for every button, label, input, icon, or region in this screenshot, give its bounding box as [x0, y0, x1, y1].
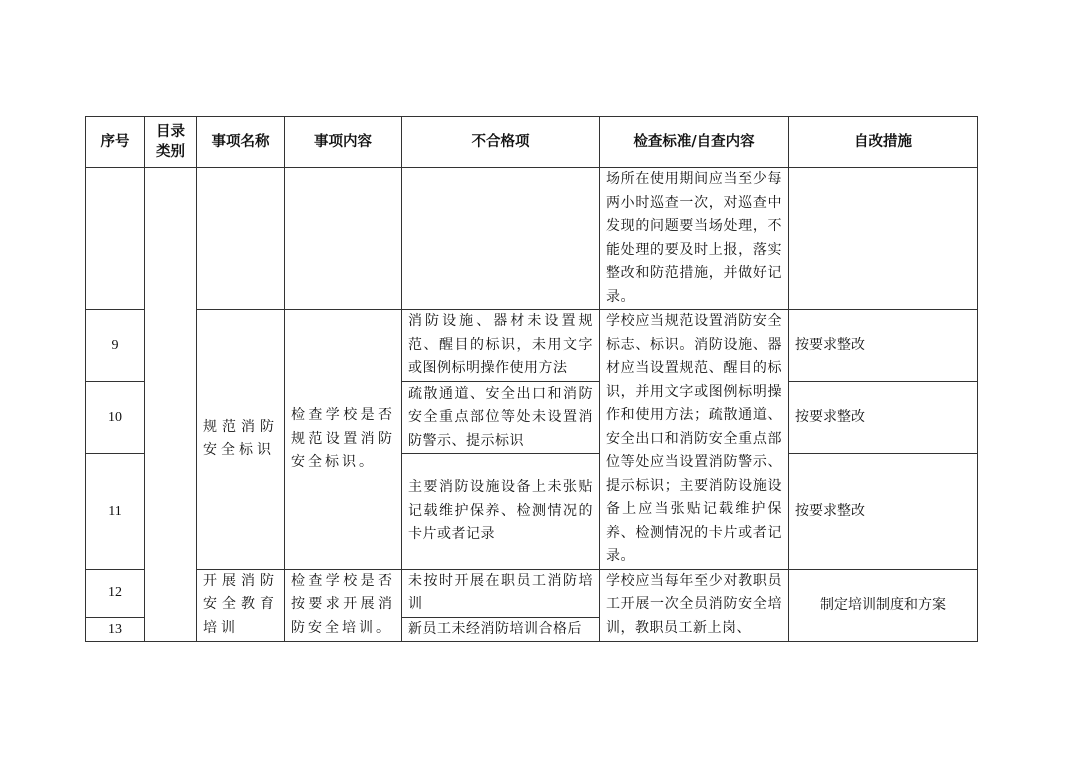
item-name-cell	[197, 168, 285, 310]
item-name-cell: 开展消防安全教育培训	[197, 569, 285, 642]
remedy-cell: 按要求整改	[789, 382, 978, 454]
header-row	[86, 117, 978, 168]
standard-cell: 学校应当规范设置消防安全标志、标识。消防设施、器材应当设置规范、醒目的标识，并用文字或图例标明操作和使用方法；疏散通道、安全出口和消防安全重点部位等处应当设置消防警示、提示标识；主要消防设施设备上应当张贴记载维护保养、检测情况的卡片或者记录。	[600, 310, 789, 570]
nonconform-cell: 消防设施、器材未设置规范、醒目的标识，未用文字或图例标明操作使用方法	[402, 310, 600, 382]
seq-cell: 10	[86, 382, 145, 454]
seq-cell: 12	[86, 569, 145, 617]
item-content-cell	[285, 168, 402, 310]
nonconform-cell: 新员工未经消防培训合格后	[402, 617, 600, 642]
seq-cell	[86, 168, 145, 310]
seq-cell: 11	[86, 454, 145, 569]
nonconform-cell: 未按时开展在职员工消防培训	[402, 569, 600, 617]
header-item-content: 事项内容	[285, 117, 402, 168]
header-remedy: 自改措施	[789, 117, 978, 168]
standard-cell: 学校应当每年至少对教职员工开展一次全员消防安全培训，教职员工新上岗、	[600, 569, 789, 642]
inspection-table	[85, 116, 978, 642]
remedy-cell: 按要求整改	[789, 454, 978, 569]
item-content-cell: 检查学校是否规范设置消防安全标识。	[285, 310, 402, 570]
table-row	[86, 569, 978, 617]
nonconform-cell: 疏散通道、安全出口和消防安全重点部位等处未设置消防警示、提示标识	[402, 382, 600, 454]
remedy-cell	[789, 168, 978, 310]
item-content-cell: 检查学校是否按要求开展消防安全培训。	[285, 569, 402, 642]
header-nonconform: 不合格项	[402, 117, 600, 168]
table-row	[86, 168, 978, 310]
header-standard: 检查标准/自查内容	[600, 117, 789, 168]
header-category: 目录 类别	[145, 117, 197, 168]
category-cell	[145, 168, 197, 642]
standard-cell: 场所在使用期间应当至少每两小时巡查一次，对巡查中发现的问题要当场处理，不能处理的要及时上报，落实整改和防范措施，并做好记录。	[600, 168, 789, 310]
remedy-cell: 制定培训制度和方案	[789, 569, 978, 642]
seq-cell: 13	[86, 617, 145, 642]
nonconform-cell	[402, 168, 600, 310]
header-item-name: 事项名称	[197, 117, 285, 168]
table-row	[86, 310, 978, 382]
header-seq: 序号	[86, 117, 145, 168]
nonconform-cell: 主要消防设施设备上未张贴记载维护保养、检测情况的卡片或者记录	[402, 454, 600, 569]
seq-cell: 9	[86, 310, 145, 382]
item-name-cell: 规范消防安全标识	[197, 310, 285, 570]
remedy-cell: 按要求整改	[789, 310, 978, 382]
